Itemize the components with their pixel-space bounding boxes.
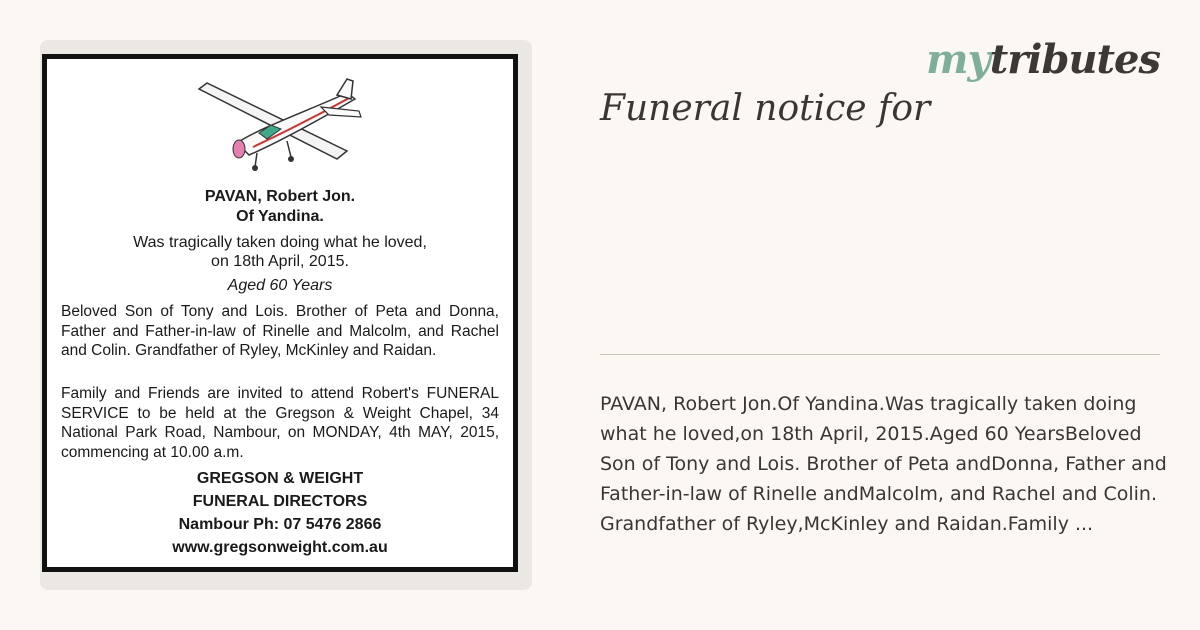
family-paragraph: Beloved Son of Tony and Lois. Brother of Peta and Donna, Father and Father-in-law of Rinelle and Malcolm, and Rachel and Colin. Grandfather of Ryley, McKinley and Raidan.	[61, 303, 499, 359]
logo-tributes: tributes	[989, 36, 1160, 83]
funeral-notice-image	[42, 54, 518, 572]
funeral-firm-name: GREGSON & WEIGHT	[196, 470, 364, 487]
divider	[600, 354, 1160, 355]
notice-card	[40, 40, 532, 590]
mytributes-logo[interactable]	[926, 36, 1160, 83]
deceased-name: PAVAN, Robert Jon.	[204, 188, 356, 205]
page-title: Funeral notice for	[600, 88, 931, 129]
funeral-firm-website: www.gregsonweight.com.au	[172, 539, 388, 556]
service-paragraph: Family and Friends are invited to attend Robert's FUNERAL SERVICE to be held at the Gregson & Weight Chapel, 34 National Park Road, Nambour, on MONDAY, 4th MAY, 2015, commencing at 10.00 a.m.	[61, 385, 499, 461]
notice-summary: PAVAN, Robert Jon.Of Yandina.Was tragically taken doing what he loved,on 18th April, 2015.Aged 60 YearsBeloved Son of Tony and Lois. Brother of Peta andDonna, Father and Father-in-law of Rinelle andMalcolm, and Rachel and Colin. Grandfather of Ryley,McKinley and Raidan.Family ...	[600, 393, 1167, 535]
deceased-age: Aged 60 Years	[227, 277, 333, 294]
notice-taken-line-1: Was tragically taken doing what he loved,	[133, 234, 427, 251]
notice-taken-line-2: on 18th April, 2015.	[211, 253, 349, 270]
funeral-firm-phone: Nambour Ph: 07 5476 2866	[178, 516, 382, 533]
airplane-icon	[197, 77, 367, 173]
deceased-place: Of Yandina.	[236, 208, 324, 225]
funeral-firm-role: FUNERAL DIRECTORS	[192, 493, 368, 510]
logo-my: my	[926, 36, 990, 83]
